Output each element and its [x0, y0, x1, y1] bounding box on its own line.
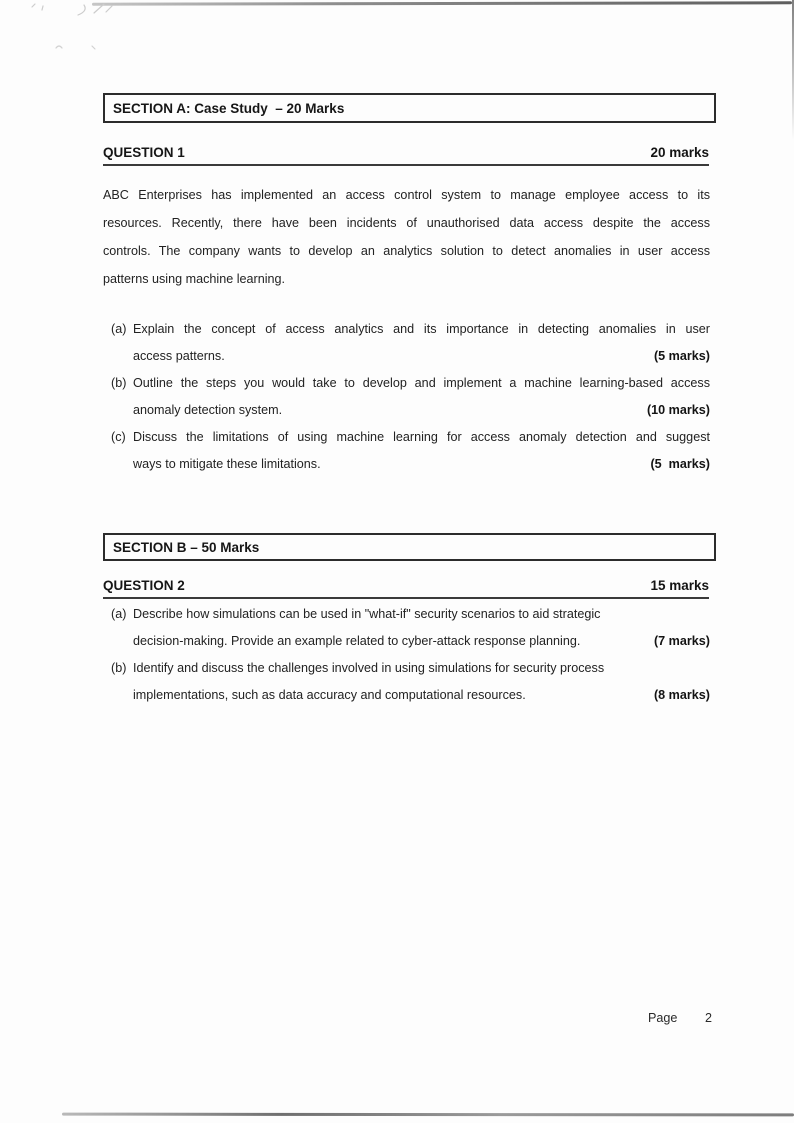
question-1-item-a: [103, 316, 710, 370]
question-2-items: [103, 601, 710, 709]
item-label: (a): [111, 607, 127, 621]
item-body: [133, 316, 710, 370]
item-label: (b): [111, 661, 127, 675]
pencil-mark: [52, 40, 100, 54]
item-text-line: anomaly detection system.: [133, 403, 283, 417]
section-b-title: SECTION B – 50 Marks: [113, 539, 260, 555]
item-body: [133, 370, 710, 424]
item-last-line: [133, 682, 710, 709]
item-last-line: [133, 628, 710, 655]
scan-artifact-bottom-line: [62, 1113, 794, 1117]
page-footer: [648, 1011, 712, 1025]
intro-line: resources. Recently, there have been incidents of unauthorised data access despite the access: [103, 216, 710, 230]
item-text-line: Describe how simulations can be used in "what-if" security scenarios to aid strategic: [133, 607, 601, 621]
question-1-items: [103, 316, 710, 478]
section-a-title: SECTION A: Case Study – 20 Marks: [113, 100, 345, 116]
item-label: (b): [111, 376, 127, 390]
item-marks: (5 marks): [653, 349, 710, 363]
item-last-line: [133, 397, 710, 424]
item-text-line: decision-making. Provide an example related to cyber-attack response planning.: [133, 634, 581, 648]
item-marks: (7 marks): [653, 634, 710, 648]
question-1-total-marks: 20 marks: [650, 145, 709, 160]
question-1-header: [103, 145, 709, 166]
question-1-title: QUESTION 1: [103, 145, 185, 160]
item-text-line: Outline the steps you would take to develop and implement a machine learning-based access: [133, 376, 710, 390]
item-marks: (5 marks): [650, 457, 710, 471]
item-label: (c): [111, 430, 126, 444]
item-text-line: ways to mitigate these limitations.: [133, 457, 321, 471]
question-1-intro-paragraph: [103, 181, 710, 293]
item-text-line: Explain the concept of access analytics and its importance in detecting anomalies in user: [133, 322, 710, 336]
section-a-header-box: [103, 93, 716, 123]
pencil-scribble: [28, 1, 120, 21]
question-2-total-marks: 15 marks: [650, 578, 709, 593]
item-text-line: Identify and discuss the challenges involved in using simulations for security process: [133, 661, 605, 675]
item-body: [133, 424, 710, 478]
item-text-line: Discuss the limitations of using machine learning for access anomaly detection and suggest: [133, 430, 710, 444]
section-b-header-box: [103, 533, 716, 561]
page-footer-label: Page: [648, 1011, 678, 1025]
item-text-line: access patterns.: [133, 349, 225, 363]
question-2-header: [103, 578, 709, 599]
item-label: (a): [111, 322, 127, 336]
item-body: [133, 655, 710, 709]
item-marks: (8 marks): [653, 688, 710, 702]
intro-line: controls. The company wants to develop an analytics solution to detect anomalies in user access: [103, 244, 710, 258]
question-2-title: QUESTION 2: [103, 578, 185, 593]
question-1-item-c: [103, 424, 710, 478]
item-body: [133, 601, 710, 655]
question-1-item-b: [103, 370, 710, 424]
question-2-item-a: [103, 601, 710, 655]
intro-line: patterns using machine learning.: [103, 272, 286, 286]
item-text-line: implementations, such as data accuracy and computational resources.: [133, 688, 526, 702]
intro-line: ABC Enterprises has implemented an access control system to manage employee access to its: [103, 188, 710, 202]
scan-artifact-top-line: [92, 1, 792, 5]
page-footer-number: 2: [704, 1011, 712, 1025]
question-2-item-b: [103, 655, 710, 709]
item-last-line: [133, 451, 710, 478]
item-marks: (10 marks): [646, 403, 710, 417]
item-last-line: [133, 343, 710, 370]
